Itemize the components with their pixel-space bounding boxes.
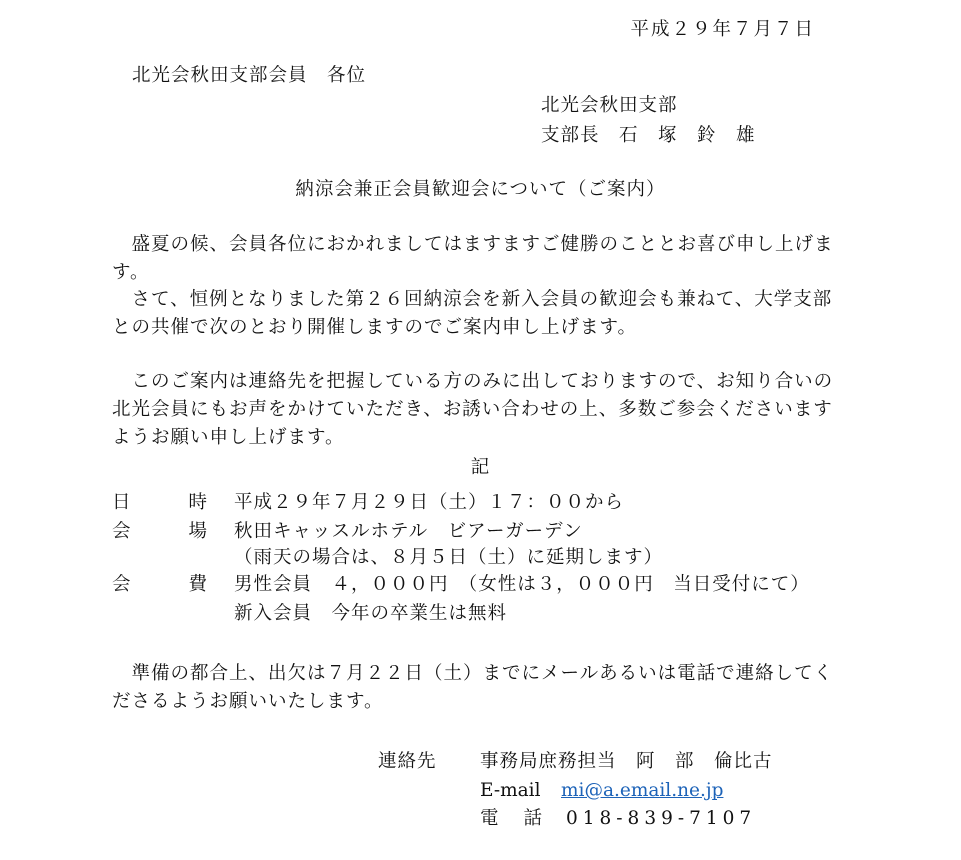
date-time-label-char-2: 時 (188, 492, 207, 513)
rsvp-paragraph: 準備の都合上、出欠は７月２２日（土）までにメールあるいは電話で連絡してくださるようお願いいたします。 (112, 663, 834, 712)
fee-label (112, 571, 207, 599)
greeting-paragraph: 盛夏の候、会員各位におかれましてはますますご健勝のこととお喜び申し上げます。 (112, 234, 834, 283)
email-link[interactable]: mi@a.email.ne.jp (561, 780, 724, 801)
fee-label-char-2: 費 (188, 574, 207, 595)
venue-label-char-2: 場 (188, 521, 207, 542)
email-label: E-mail (480, 780, 541, 801)
addressee: 北光会秋田支部会員 各位 (132, 65, 367, 86)
ki-heading: 記 (470, 457, 491, 478)
fee-value: 男性会員 ４，０００円 （女性は３，０００円 当日受付にて） (234, 574, 810, 595)
event-intro-paragraph: さて、恒例となりました第２６回納涼会を新入会員の歓迎会も兼ねて、大学支部との共催で次のとおり開催しますのでご案内申し上げます。 (112, 289, 833, 338)
phone-label-char-1: 電 (480, 808, 499, 829)
document-date: 平成２９年７月７日 (630, 19, 815, 40)
venue-rain-note: （雨天の場合は、８月５日（土）に延期します） (234, 547, 664, 568)
phone-label (480, 805, 542, 833)
fee-new-member-note: 新入会員 今年の卒業生は無料 (234, 603, 508, 624)
sender-branch-head: 支部長 石 塚 鈴 雄 (541, 125, 756, 146)
document-title: 納涼会兼正会員歓迎会について（ご案内） (295, 179, 666, 200)
contact-label: 連絡先 (378, 751, 437, 772)
date-time-label (112, 489, 207, 517)
phone-number: 018-839-7107 (566, 808, 757, 829)
invitation-request-paragraph: このご案内は連絡先を把握している方のみに出しておりますので、お知り合いの北光会員にもお声をかけていただき、お誘い合わせの上、多数ご参会くださいますようお願い申し上げます。 (112, 371, 834, 448)
phone-label-char-2: 話 (523, 808, 542, 829)
venue-label (112, 518, 207, 546)
date-time-label-char-1: 日 (112, 492, 131, 513)
venue-value: 秋田キャッスルホテル ビアーガーデン (234, 521, 583, 542)
date-time-value: 平成２９年７月２９日（土）１７：００から (234, 492, 625, 513)
sender-organization: 北光会秋田支部 (541, 95, 678, 116)
venue-label-char-1: 会 (112, 521, 131, 542)
fee-label-char-1: 会 (112, 574, 131, 595)
contact-person: 事務局庶務担当 阿 部 倫比古 (480, 751, 773, 772)
